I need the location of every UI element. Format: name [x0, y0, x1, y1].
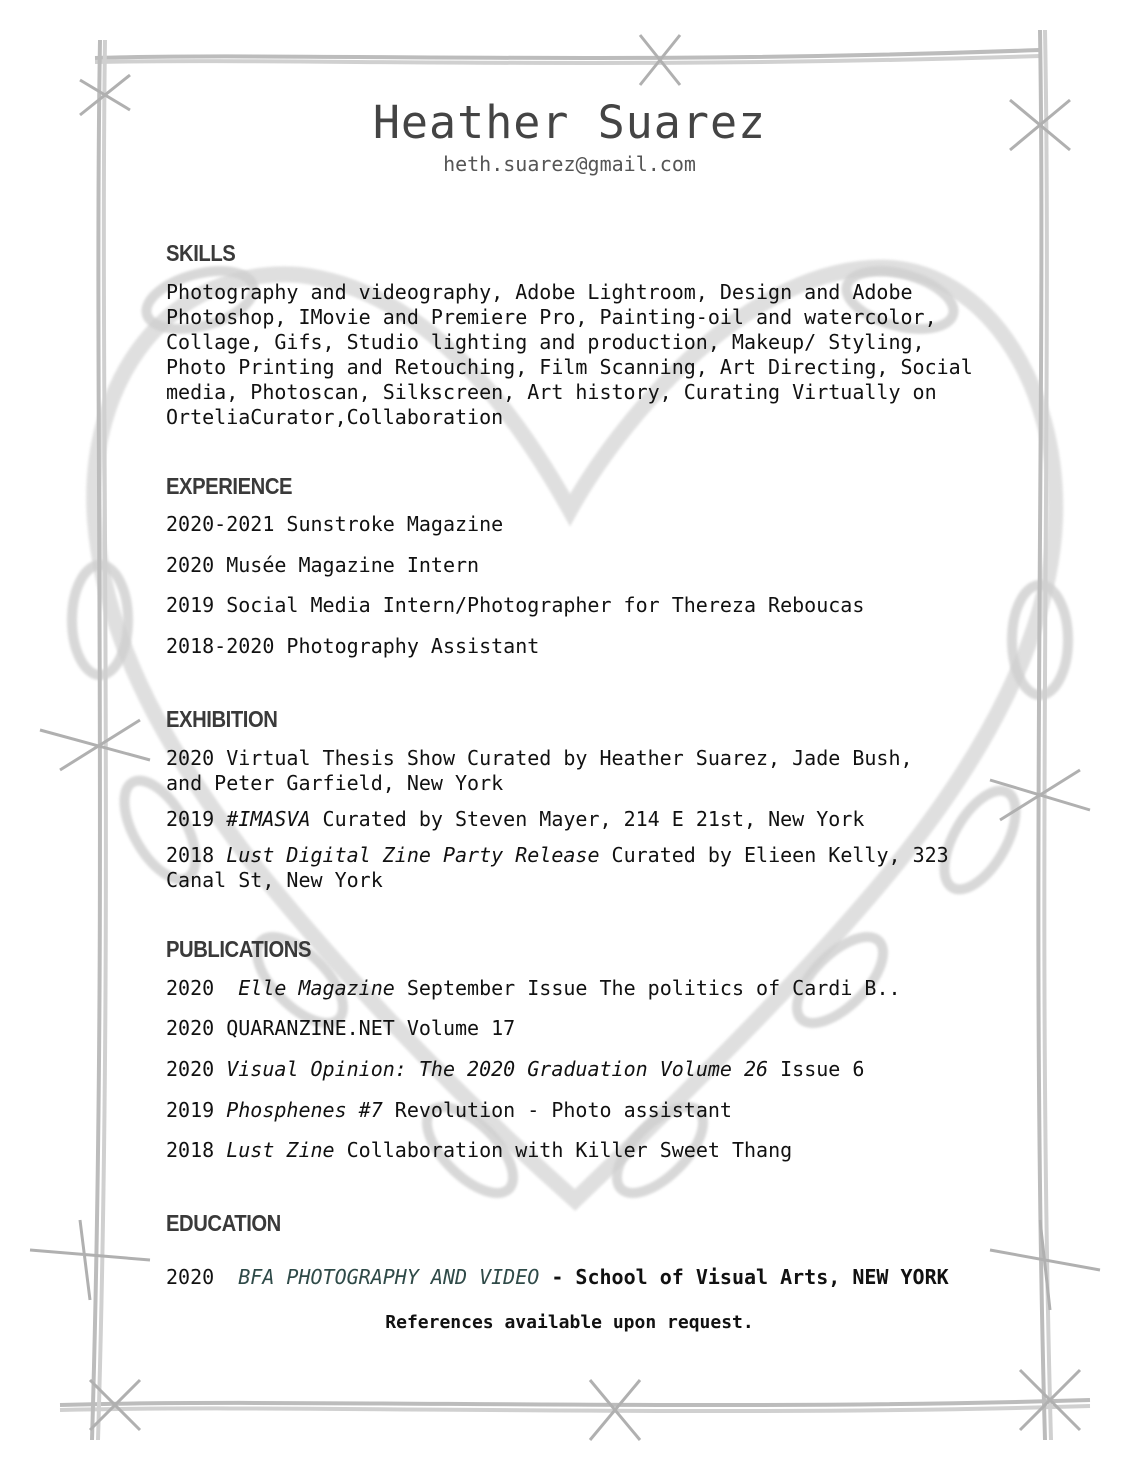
publication-item — [166, 976, 986, 1001]
publication-year: 2018 — [166, 1138, 227, 1162]
education-year: 2020 — [166, 1265, 239, 1289]
education-school: - School of Visual Arts, NEW YORK — [539, 1265, 949, 1289]
publication-year: 2019 — [166, 1098, 227, 1122]
email-address: heth.suarez@gmail.com — [443, 152, 696, 176]
publication-title: Phosphenes #7 — [226, 1098, 383, 1122]
publication-year: 2020 — [166, 976, 239, 1000]
publication-details: Issue 6 — [768, 1057, 865, 1081]
skills-heading: SKILLS — [166, 240, 236, 266]
experience-item: 2019 Social Media Intern/Photographer for Thereza Reboucas — [166, 593, 865, 617]
exhibition-item — [166, 746, 956, 796]
publication-details: September Issue The politics of Cardi B.. — [394, 976, 901, 1000]
exhibition-year: 2019 — [166, 807, 227, 831]
exhibition-item — [166, 807, 986, 832]
publication-details: Revolution - Photo assistant — [382, 1098, 732, 1122]
exhibition-year: 2018 — [166, 843, 227, 867]
education-item — [166, 1265, 986, 1290]
exhibition-details: Curated by Elieen Kelly, 323 Canal St, New York — [166, 843, 949, 892]
publication-year: 2020 — [166, 1057, 227, 1081]
exhibition-item — [166, 843, 976, 893]
publications-heading: PUBLICATIONS — [166, 936, 312, 962]
publication-title: Lust Zine — [226, 1138, 335, 1162]
references-note: References available upon request. — [385, 1312, 754, 1333]
publication-item — [166, 1098, 986, 1123]
publication-text: 2020 QUARANZINE.NET Volume 17 — [166, 1016, 516, 1040]
publication-title: Elle Magazine — [238, 976, 395, 1000]
education-heading: EDUCATION — [166, 1210, 281, 1236]
exhibition-item-text: 2020 Virtual Thesis Show Curated by Heather Suarez, Jade Bush, and Peter Garfield, New York — [166, 746, 913, 795]
education-degree: BFA PHOTOGRAPHY AND VIDEO — [238, 1265, 540, 1289]
exhibition-title: #IMASVA — [226, 807, 311, 831]
experience-item: 2020-2021 Sunstroke Magazine — [166, 512, 504, 536]
publication-item — [166, 1138, 986, 1163]
publication-item — [166, 1057, 986, 1082]
publication-details: Collaboration with Killer Sweet Thang — [334, 1138, 793, 1162]
page-title: Heather Suarez — [372, 96, 767, 149]
experience-heading: EXPERIENCE — [166, 473, 293, 499]
exhibition-details: Curated by Steven Mayer, 214 E 21st, New York — [310, 807, 865, 831]
publication-item — [166, 1016, 986, 1041]
experience-item: 2020 Musée Magazine Intern — [166, 553, 480, 577]
publication-title: Visual Opinion: The 2020 Graduation Volume 26 — [226, 1057, 769, 1081]
experience-item: 2018-2020 Photography Assistant — [166, 634, 540, 658]
skills-text: Photography and videography, Adobe Lightroom, Design and Adobe Photoshop, IMovie and Premiere Pro, Painting-oil and watercolor, Collage, Gifs, Studio lighting and production, Makeup/ Styling, Photo Printing and Retouching, Film Scanning, Art Directing, Social media, Photoscan, Silkscreen, Art history, Curating Virtually on OrteliaCurator,Collaboration — [166, 280, 973, 429]
exhibition-heading: EXHIBITION — [166, 706, 278, 732]
exhibition-title: Lust Digital Zine Party Release — [226, 843, 600, 867]
